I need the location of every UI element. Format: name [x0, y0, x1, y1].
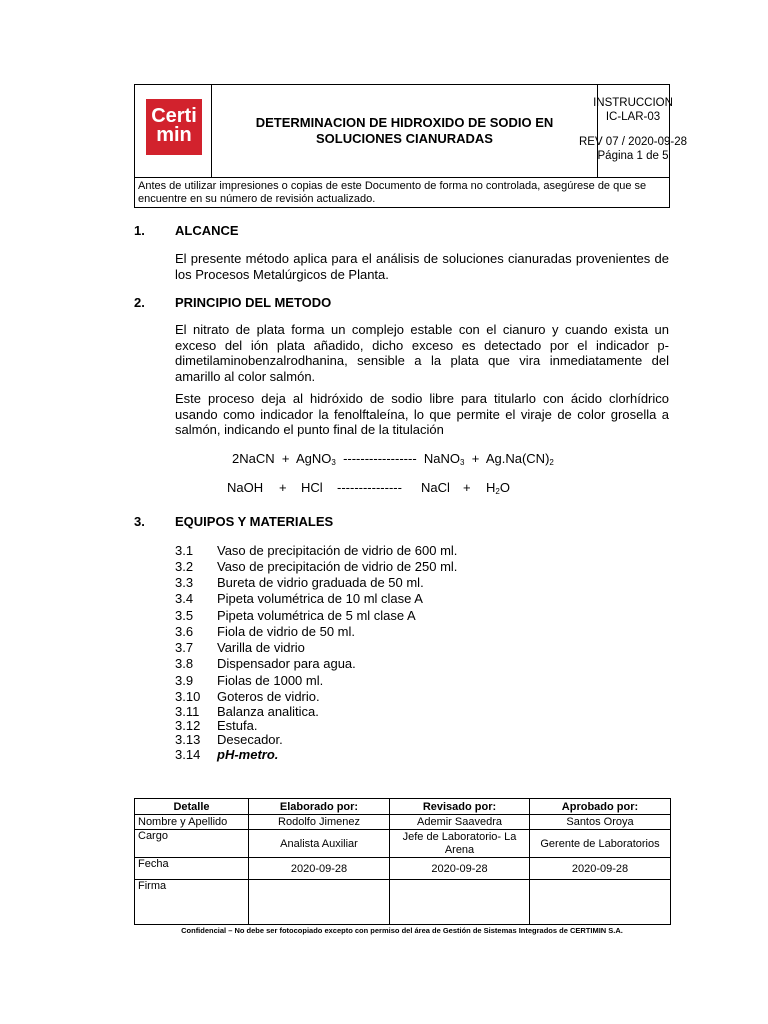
- list-item: Desecador.: [217, 732, 283, 747]
- list-item: Estufa.: [217, 718, 258, 733]
- certimin-logo: Certi min: [146, 99, 202, 155]
- section-2-number: 2.: [134, 295, 145, 310]
- signoff-table: [134, 798, 671, 925]
- table-row: [135, 815, 671, 830]
- list-item-number: 3.5: [175, 608, 194, 623]
- list-item: Dispensador para agua.: [217, 656, 356, 671]
- row-label: Fecha: [135, 858, 249, 880]
- cell-value: Jefe de Laboratorio- La Arena: [390, 830, 530, 858]
- section-2-title: PRINCIPIO DEL METODO: [175, 295, 332, 310]
- table-row: [135, 880, 671, 925]
- cell-value: 2020-09-28: [390, 858, 530, 880]
- title-line-2: SOLUCIONES CIANURADAS: [316, 131, 493, 146]
- header-revisado: Revisado por:: [390, 799, 530, 815]
- list-item-number: 3.8: [175, 656, 194, 671]
- header-detalle: Detalle: [135, 799, 249, 815]
- cell-value: Rodolfo Jimenez: [249, 815, 390, 830]
- row-label: Cargo: [135, 830, 249, 858]
- section-2-text-1: El nitrato de plata forma un complejo estable con el cianuro y cuando exista un exceso del ión plata añadido, dicho exceso es detectado por el indicador p-dimetilaminobenzalrodhanina, sensible a la plata que vira inmediatamente del amarillo al color salmón.: [175, 322, 669, 384]
- list-item-number: 3.9: [175, 673, 194, 688]
- header-aprobado: Aprobado por:: [530, 799, 671, 815]
- list-item-number: 3.10: [175, 689, 201, 704]
- title-line-1: DETERMINACION DE HIDROXIDO DE SODIO EN: [255, 115, 554, 130]
- list-item-number: 3.1: [175, 543, 194, 558]
- list-item-number: 3.12: [175, 718, 201, 733]
- list-item-number: 3.3: [175, 575, 194, 590]
- cell-value: Analista Auxiliar: [249, 830, 390, 858]
- list-item: Varilla de vidrio: [217, 640, 305, 655]
- cell-value: Ademir Saavedra: [390, 815, 530, 830]
- document-title: [212, 85, 598, 177]
- list-item: pH-metro.: [217, 747, 279, 762]
- list-item: Vaso de precipitación de vidrio de 250 ml.: [217, 559, 458, 574]
- doc-code: IC-LAR-03: [605, 111, 661, 123]
- section-3-title: EQUIPOS Y MATERIALES: [175, 514, 334, 529]
- logo-cell: [135, 85, 212, 177]
- section-1-title: ALCANCE: [175, 223, 239, 238]
- cell-value: Santos Oroya: [530, 815, 671, 830]
- document-code-cell: [578, 85, 688, 177]
- list-item-number: 3.7: [175, 640, 194, 655]
- table-row: [135, 830, 671, 858]
- list-item: Pipeta volumétrica de 10 ml clase A: [217, 591, 423, 606]
- header-elaborado: Elaborado por:: [249, 799, 390, 815]
- row-label: Nombre y Apellido: [135, 815, 249, 830]
- list-item: Balanza analitica.: [217, 704, 319, 719]
- control-notice: Antes de utilizar impresiones o copias de este Documento de forma no controlada, asegúrese de que se encuentre en su número de revisión actualizado.: [135, 177, 669, 207]
- list-item: Pipeta volumétrica de 5 ml clase A: [217, 608, 416, 623]
- list-item-number: 3.11: [175, 704, 200, 719]
- equation-2: NaOH + HCl --------------- NaCl + $H_2O$: [227, 480, 510, 496]
- list-item: Fiolas de 1000 ml.: [217, 673, 324, 688]
- list-item: Vaso de precipitación de vidrio de 600 ml.: [217, 543, 458, 558]
- cell-value: 2020-09-28: [249, 858, 390, 880]
- section-2-text-2: Este proceso deja al hidróxido de sodio libre para titularlo con ácido clorhídrico usando como indicador la fenolftaleína, lo que permite el viraje de color grosella a salmón, indicando el punto final de la titulación: [175, 391, 669, 437]
- section-1-number: 1.: [134, 223, 145, 238]
- confidential-notice: Confidencial – No debe ser fotocopiado excepto con permiso del área de Gestión de Sistemas Integrados de CERTIMIN S.A.: [181, 926, 623, 935]
- doc-type: INSTRUCCION: [593, 97, 673, 109]
- row-label: Firma: [135, 880, 249, 925]
- page-number: Página 1 de 5: [597, 150, 669, 162]
- section-1-text: El presente método aplica para el análisis de soluciones cianuradas provenientes de los Procesos Metalúrgicos de Planta.: [175, 251, 669, 282]
- signature-cell: [390, 880, 530, 925]
- list-item: Bureta de vidrio graduada de 50 ml.: [217, 575, 424, 590]
- list-item-number: 3.4: [175, 591, 194, 606]
- equation-1: 2NaCN + AgNO$_3$ ----------------- NaNO$_3$ + $Ag.Na(CN)_2$: [232, 451, 554, 467]
- list-item-number: 3.2: [175, 559, 194, 574]
- document-header: [134, 84, 688, 208]
- list-item-number: 3.6: [175, 624, 194, 639]
- list-item-number: 3.13: [175, 732, 201, 747]
- table-row: [135, 858, 671, 880]
- list-item: Fiola de vidrio de 50 ml.: [217, 624, 356, 639]
- list-item-number: 3.14: [175, 747, 201, 762]
- signature-cell: [530, 880, 671, 925]
- cell-value: Gerente de Laboratorios: [530, 830, 671, 858]
- section-3-number: 3.: [134, 514, 145, 529]
- list-item: Goteros de vidrio.: [217, 689, 320, 704]
- doc-revision: REV 07 / 2020-09-28: [578, 136, 688, 148]
- signature-cell: [249, 880, 390, 925]
- signoff-header-row: [135, 799, 671, 815]
- cell-value: 2020-09-28: [530, 858, 671, 880]
